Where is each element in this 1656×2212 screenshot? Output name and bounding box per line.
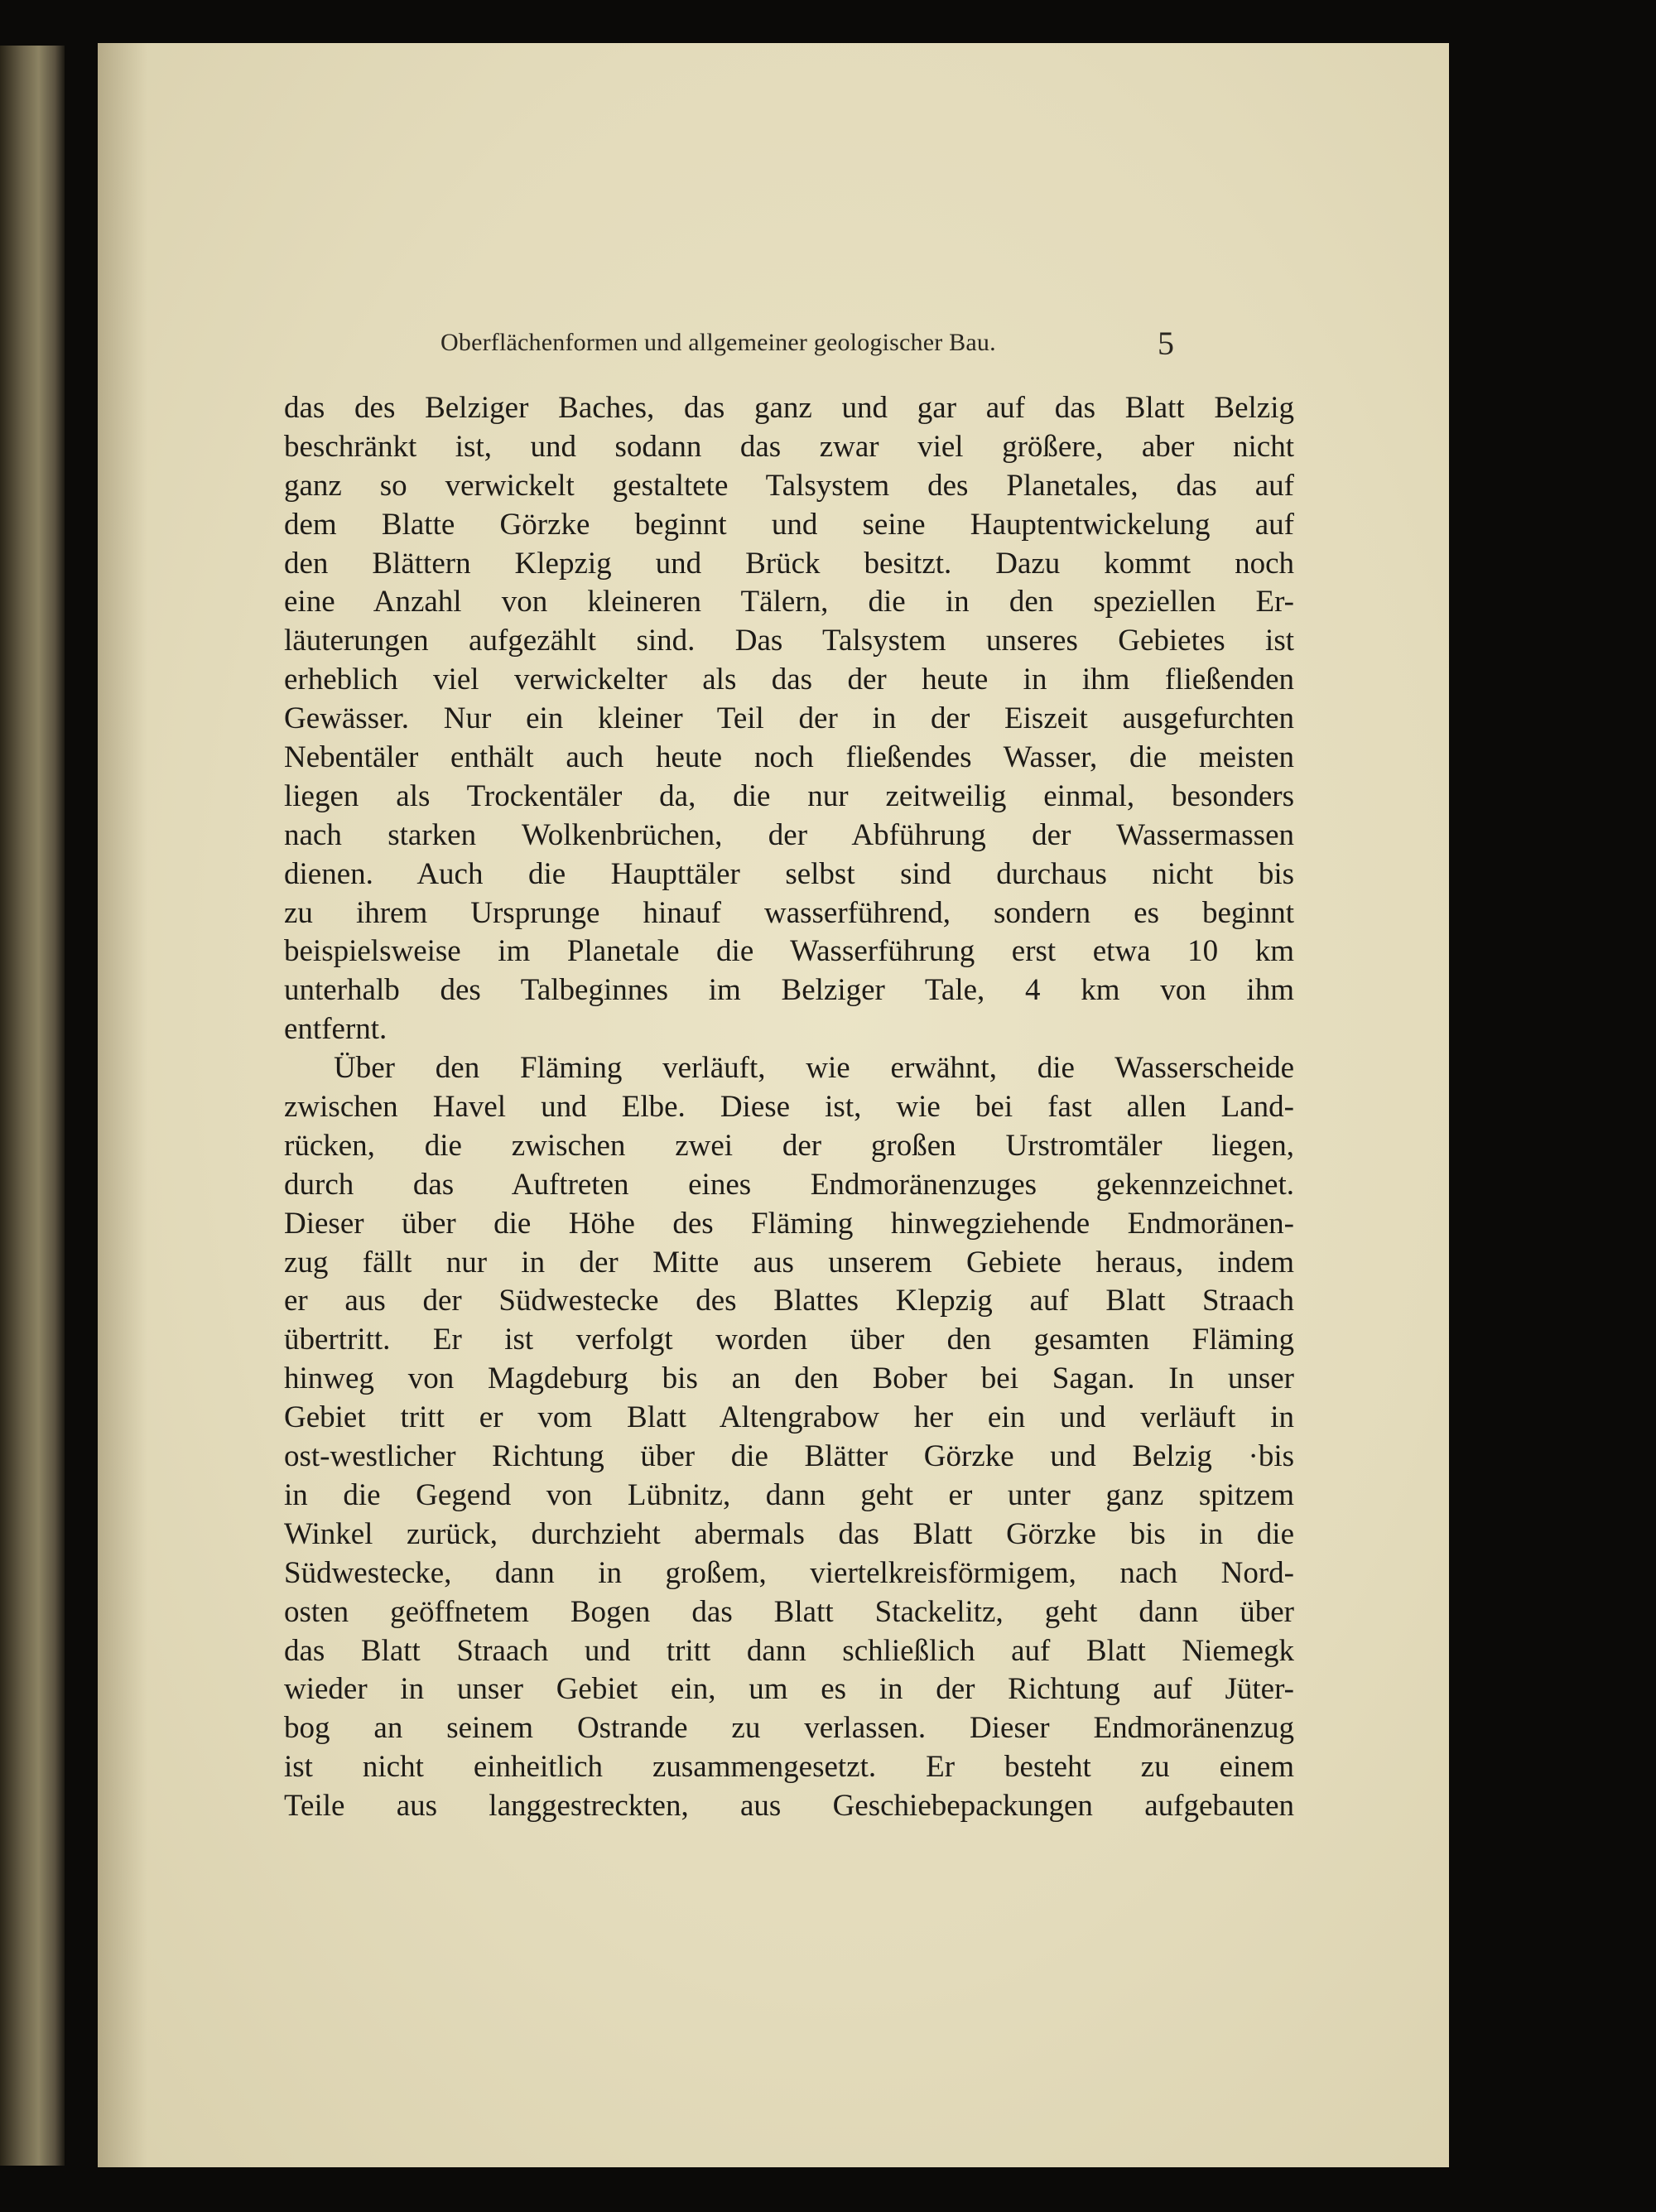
text-line: dienen. Auch die Haupttäler selbst sind durchaus nicht bis (284, 856, 1294, 891)
running-head: Oberflächenformen und allgemeiner geologischer Bau. (440, 329, 996, 356)
text-line: in die Gegend von Lübnitz, dann geht er unter ganz spitzem (284, 1477, 1294, 1512)
text-line: rücken, die zwischen zwei der großen Urstromtäler liegen, (284, 1128, 1294, 1163)
text-line: ist nicht einheitlich zusammengesetzt. Er besteht zu einem (284, 1750, 1294, 1785)
text-line: bog an seinem Ostrande zu verlassen. Dieser Endmoränenzug (284, 1711, 1294, 1746)
text-line: das Blatt Straach und tritt dann schließlich auf Blatt Niemegk (284, 1633, 1294, 1668)
text-line: hinweg von Magdeburg bis an den Bober bei Sagan. In unser (284, 1361, 1294, 1396)
page-header (98, 325, 1449, 362)
text-line: zug fällt nur in der Mitte aus unserem Gebiete heraus, indem (284, 1245, 1294, 1279)
text-line: liegen als Trockentäler da, die nur zeitweilig einmal, besonders (284, 778, 1294, 813)
text-line: beispielsweise im Planetale die Wasserführung erst etwa 10 km (284, 934, 1294, 969)
text-line: läuterungen aufgezählt sind. Das Talsystem unseres Gebietes ist (284, 624, 1294, 658)
text-line: wieder in unser Gebiet ein, um es in der Richtung auf Jüter- (284, 1672, 1294, 1707)
text-line: erheblich viel verwickelter als das der heute in ihm fließenden (284, 663, 1294, 697)
text-line: übertritt. Er ist verfolgt worden über den gesamten Fläming (284, 1323, 1294, 1357)
page-number: 5 (1158, 325, 1174, 362)
text-line: den Blättern Klepzig und Brück besitzt. Dazu kommt noch (284, 546, 1294, 581)
text-line: durch das Auftreten eines Endmoränenzuges gekennzeichnet. (284, 1167, 1294, 1202)
text-line: Gebiet tritt er vom Blatt Altengrabow her ein und verläuft in (284, 1400, 1294, 1435)
paragraph-start-line: Über den Fläming verläuft, wie erwähnt, die Wasserscheide (334, 1051, 1294, 1086)
text-line: ganz so verwickelt gestaltete Talsystem des Planetales, das auf (284, 468, 1294, 503)
book-spine-edge (0, 46, 65, 2166)
text-line: beschränkt ist, und sodann das zwar viel größere, aber nicht (284, 429, 1294, 464)
text-line: er aus der Südwestecke des Blattes Klepzig auf Blatt Straach (284, 1284, 1294, 1318)
text-line: Teile aus langgestreckten, aus Geschiebepackungen aufgebauten (284, 1789, 1294, 1824)
text-line: Winkel zurück, durchzieht abermals das Blatt Görzke bis in die (284, 1516, 1294, 1551)
text-line: unterhalb des Talbeginnes im Belziger Tale, 4 km von ihm (284, 973, 1294, 1008)
text-line: eine Anzahl von kleineren Tälern, die in den speziellen Er- (284, 585, 1294, 619)
text-line: nach starken Wolkenbrüchen, der Abführung der Wassermassen (284, 817, 1294, 852)
paragraph-end-line: entfernt. (284, 1012, 388, 1047)
text-line: zu ihrem Ursprunge hinauf wasserführend, sondern es beginnt (284, 895, 1294, 930)
text-line: Nebentäler enthält auch heute noch fließendes Wasser, die meisten (284, 740, 1294, 775)
text-line: ost-westlicher Richtung über die Blätter Görzke und Belzig ·bis (284, 1439, 1294, 1474)
body-text (284, 389, 1294, 1826)
text-line: Dieser über die Höhe des Fläming hinwegziehende Endmoränen- (284, 1206, 1294, 1241)
text-line: zwischen Havel und Elbe. Diese ist, wie bei fast allen Land- (284, 1090, 1294, 1125)
text-line: dem Blatte Görzke beginnt und seine Hauptentwickelung auf (284, 507, 1294, 542)
text-line: das des Belziger Baches, das ganz und gar auf das Blatt Belzig (284, 391, 1294, 425)
text-line: osten geöffnetem Bogen das Blatt Stackelitz, geht dann über (284, 1594, 1294, 1629)
text-line: Gewässer. Nur ein kleiner Teil der in der Eiszeit ausgefurchten (284, 701, 1294, 736)
book-page (98, 43, 1449, 2167)
text-line: Südwestecke, dann in großem, viertelkreisförmigem, nach Nord- (284, 1555, 1294, 1590)
